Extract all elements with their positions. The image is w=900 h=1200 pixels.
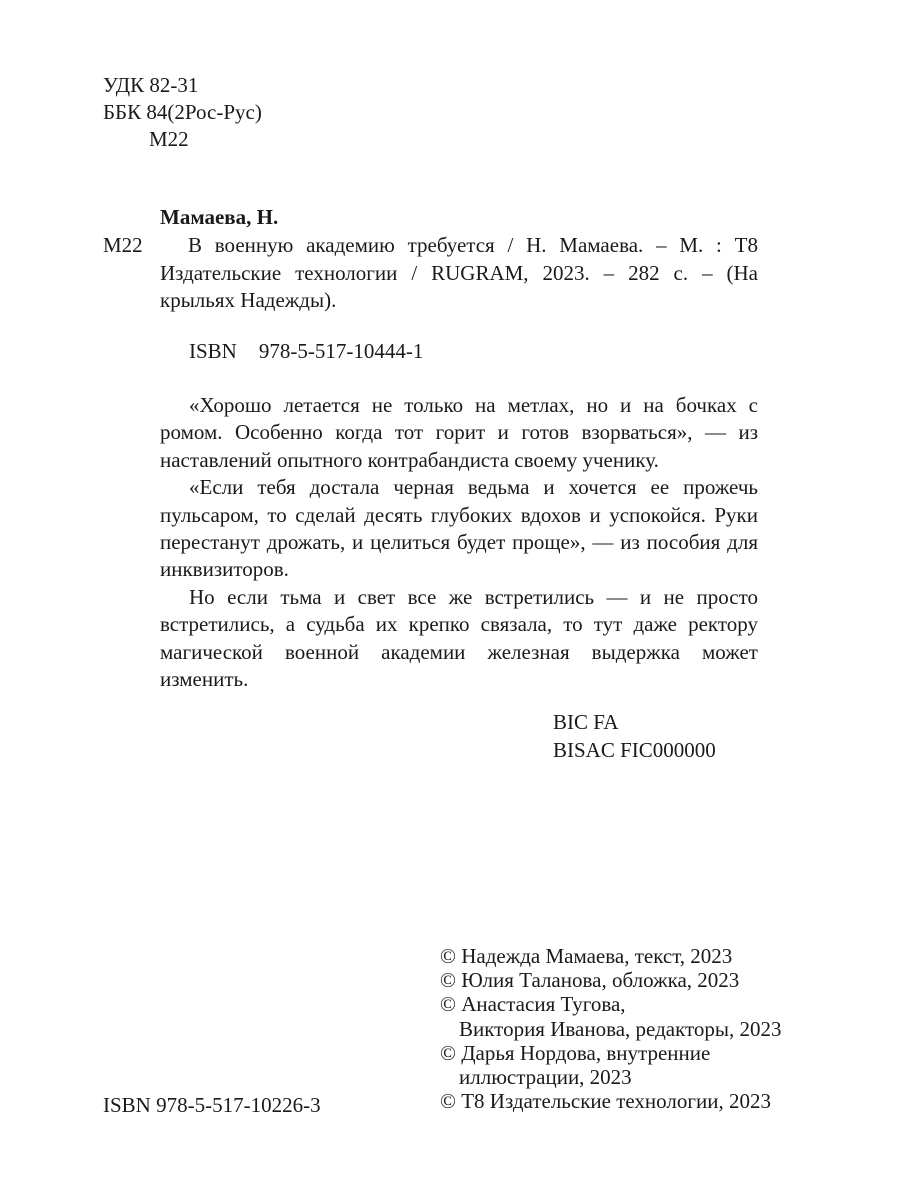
subject-codes [553, 708, 716, 764]
bbk-code: ББК 84(2Рос-Рус) [103, 100, 262, 124]
isbn-value: 978-5-517-10444-1 [258, 339, 424, 363]
copyright-cover: © Юлия Таланова, обложка, 2023 [440, 968, 740, 993]
entry-code: М22 [103, 233, 143, 257]
copyright-illustrations-cont: иллюстрации, 2023 [459, 1064, 632, 1089]
copyright-block [440, 944, 782, 1113]
annotation-paragraph: «Хорошо летается не только на метлах, но и на бочках с ромом. Особенно когда тот горит и готов взорваться», — из наставлений опытного контрабандиста своему ученику. [160, 393, 758, 472]
bisac-code: BISAC FIC000000 [553, 738, 716, 762]
bic-code: BIC FA [553, 710, 619, 734]
annotation-paragraph: Но если тьма и свет все же встретились — и не просто встретились, а судьба их крепко связала, то тут даже ректору магической военной академии железная выдержка может изменить. [160, 584, 758, 692]
classification-block [103, 72, 262, 153]
annotation-paragraph: «Если тебя достала черная ведьма и хочется ее прожечь пульсаром, то сделай десять глубоких вдохов и успокойся. Руки перестанут дрожать, и целиться будет проще», — из пособия для инквизиторов. [160, 475, 758, 582]
copyright-illustrations: © Дарья Нордова, внутренние [440, 1040, 711, 1065]
copyright-editors-cont: Виктория Иванова, редакторы, 2023 [459, 1016, 782, 1041]
annotation [160, 392, 758, 693]
isbn-line [189, 338, 423, 365]
copyright-publisher: © Т8 Издательские технологии, 2023 [440, 1089, 771, 1114]
copyright-editors: © Анастасия Тугова, [440, 992, 626, 1017]
bibliographic-description [160, 232, 758, 315]
description-text: В военную академию требуется / Н. Мамаева. – М. : Т8 Издательские технологии / RUGRAM, 2023. – 282 с. – (На крыльях Надежды). [160, 233, 758, 312]
isbn-bottom: ISBN 978-5-517-10226-3 [103, 1093, 321, 1117]
udk-code: УДК 82-31 [103, 73, 199, 97]
author-mark: М22 [149, 127, 189, 151]
copyright-text: © Надежда Мамаева, текст, 2023 [440, 944, 733, 968]
isbn-label: ISBN [189, 339, 237, 363]
entry-author: Мамаева, Н. [160, 205, 279, 229]
